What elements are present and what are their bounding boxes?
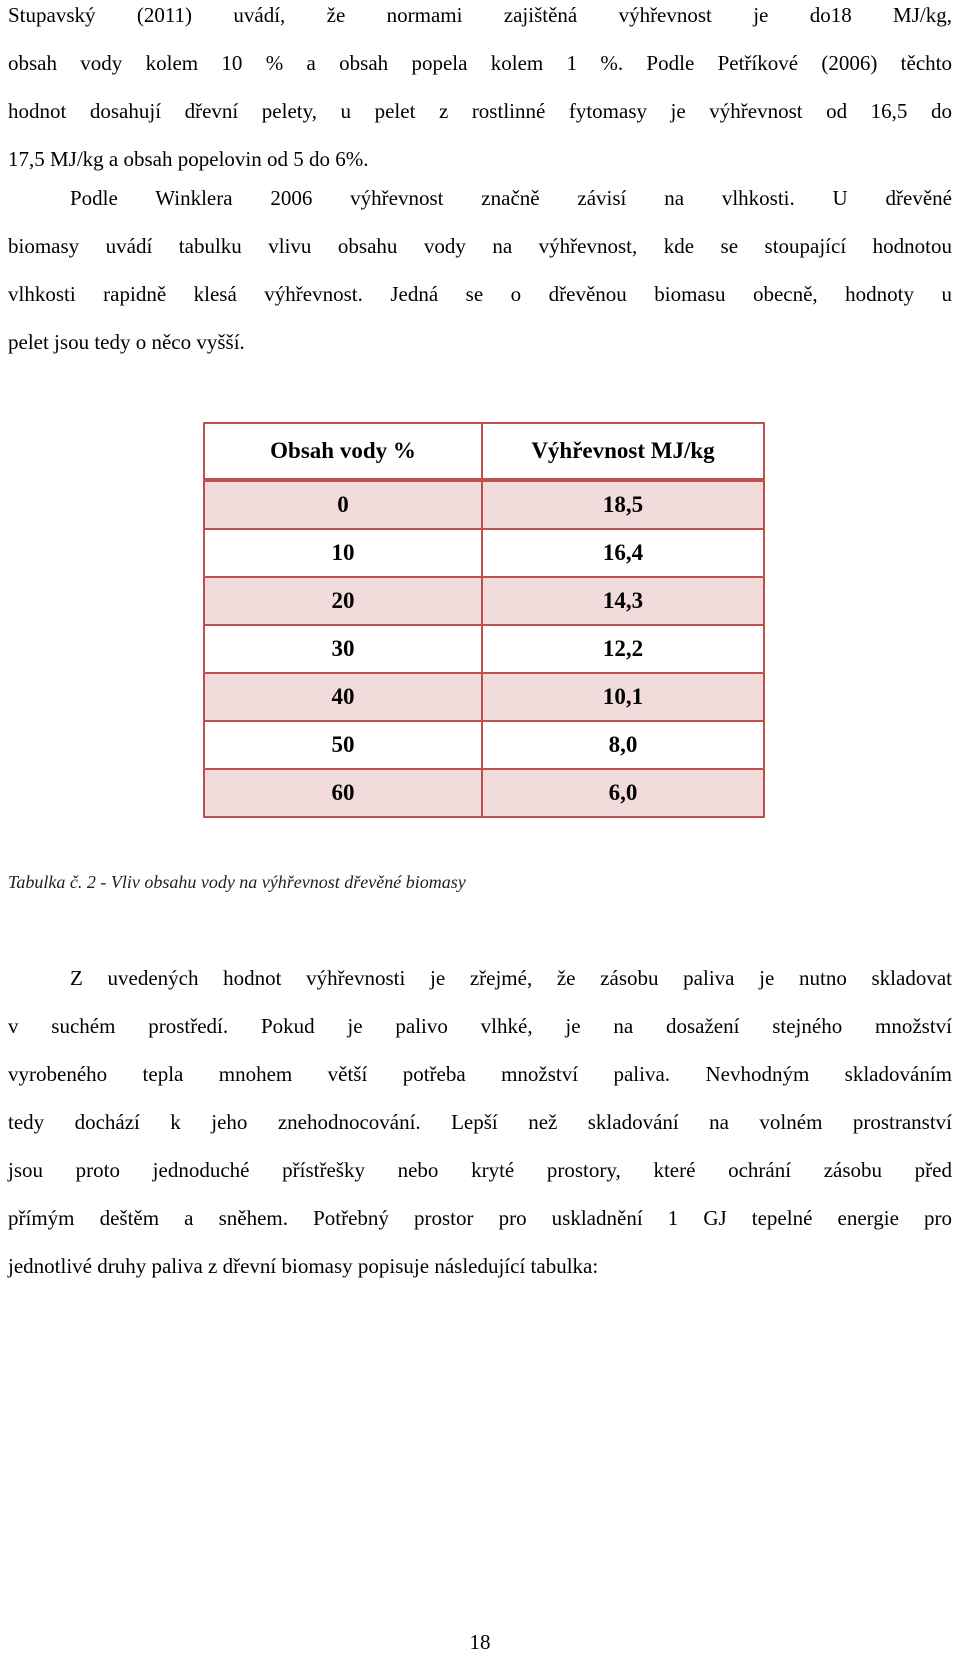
column-header-calorific-value: Výhřevnost MJ/kg [482, 423, 764, 480]
table-cell: 20 [204, 577, 482, 625]
text-line: v suchém prostředí. Pokud je palivo vlhké, je na dosažení stejného množství [8, 1014, 952, 1038]
table-row [204, 577, 764, 625]
paragraph-2 [8, 174, 952, 366]
table-cell: 18,5 [482, 480, 764, 529]
text-line: vyrobeného tepla mnohem větší potřeba množství paliva. Nevhodným skladováním [8, 1062, 952, 1086]
text-line: Stupavský (2011) uvádí, že normami zajištěná výhřevnost je do18 MJ/kg, [8, 3, 952, 27]
text-line: jsou proto jednoduché přístřešky nebo kryté prostory, které ochrání zásobu před [8, 1158, 952, 1182]
table-cell: 16,4 [482, 529, 764, 577]
text-line: Podle Winklera 2006 výhřevnost značně závisí na vlhkosti. U dřevěné [70, 186, 952, 210]
text-line: tedy dochází k jeho znehodnocování. Lepší než skladování na volném prostranství [8, 1110, 952, 1134]
table-cell: 12,2 [482, 625, 764, 673]
table-header-row [204, 423, 764, 480]
table-row [204, 721, 764, 769]
table-cell: 14,3 [482, 577, 764, 625]
table-cell: 50 [204, 721, 482, 769]
table-row [204, 769, 764, 817]
text-line: obsah vody kolem 10 % a obsah popela kolem 1 %. Podle Petříkové (2006) těchto [8, 51, 952, 75]
table-row [204, 673, 764, 721]
text-line: vlhkosti rapidně klesá výhřevnost. Jedná se o dřevěnou biomasu obecně, hodnoty u [8, 282, 952, 306]
column-header-water-content: Obsah vody % [204, 423, 482, 480]
table-cell: 0 [204, 480, 482, 529]
text-line: hodnot dosahují dřevní pelety, u pelet z rostlinné fytomasy je výhřevnost od 16,5 do [8, 99, 952, 123]
table-cell: 6,0 [482, 769, 764, 817]
table-row [204, 529, 764, 577]
table-cell: 40 [204, 673, 482, 721]
table-row [204, 625, 764, 673]
text-line: Z uvedených hodnot výhřevnosti je zřejmé, že zásobu paliva je nutno skladovat [70, 966, 952, 990]
text-line: jednotlivé druhy paliva z dřevní biomasy popisuje následující tabulka: [8, 1254, 599, 1278]
paragraph-3 [8, 954, 952, 1290]
paragraph-1 [8, 0, 952, 183]
table-cell: 8,0 [482, 721, 764, 769]
page-number: 18 [469, 1630, 491, 1654]
table-cell: 10 [204, 529, 482, 577]
moisture-calorific-table [203, 422, 765, 818]
table-caption: Tabulka č. 2 - Vliv obsahu vody na výhřevnost dřevěné biomasy [8, 872, 466, 892]
table-cell: 60 [204, 769, 482, 817]
text-line: biomasy uvádí tabulku vlivu obsahu vody na výhřevnost, kde se stoupající hodnotou [8, 234, 952, 258]
text-line: 17,5 MJ/kg a obsah popelovin od 5 do 6%. [8, 147, 369, 171]
table-row [204, 480, 764, 529]
text-line: přímým deštěm a sněhem. Potřebný prostor pro uskladnění 1 GJ tepelné energie pro [8, 1206, 952, 1230]
text-line: pelet jsou tedy o něco vyšší. [8, 330, 245, 354]
table-cell: 10,1 [482, 673, 764, 721]
table-cell: 30 [204, 625, 482, 673]
